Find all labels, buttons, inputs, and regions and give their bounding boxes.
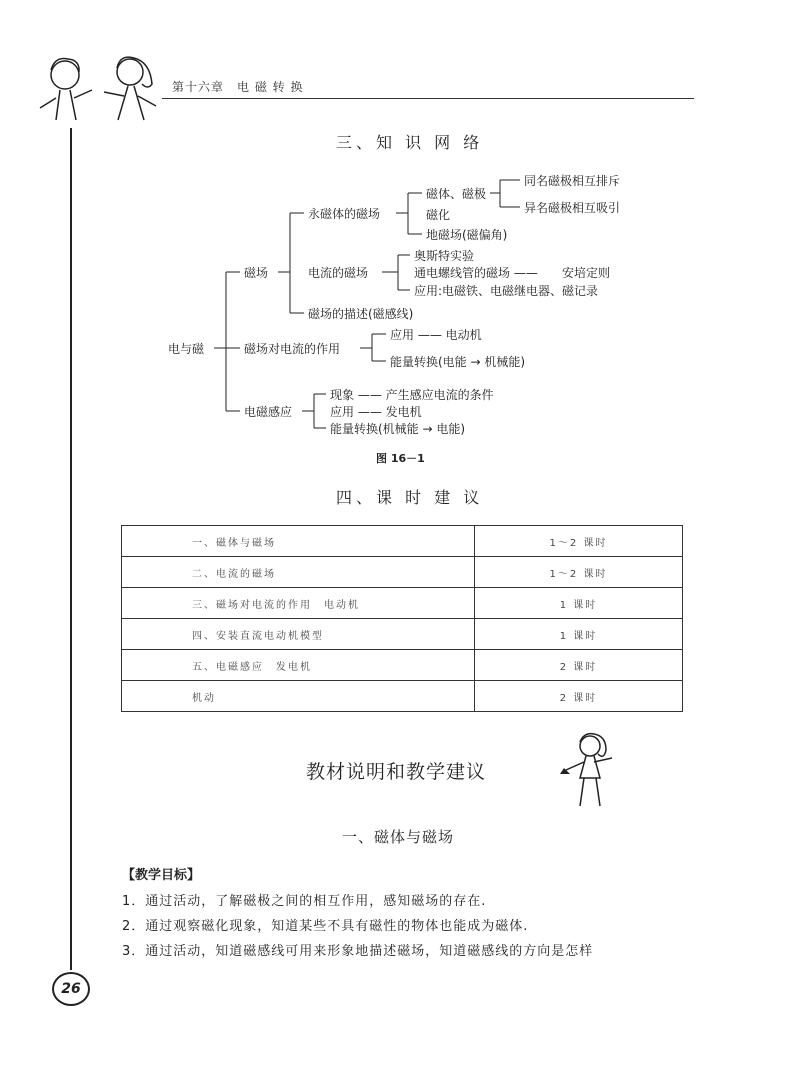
objective-item: 1．通过活动，了解磁极之间的相互作用，感知磁场的存在.: [122, 894, 487, 909]
node-generator-application: 应用 —— 发电机: [330, 405, 422, 419]
node-electromagnet-applications: 应用:电磁铁、电磁继电器、磁记录: [414, 284, 599, 298]
node-solenoid-field: 通电螺线管的磁场 ——: [414, 266, 538, 280]
topic-cell: 五、电磁感应 发电机: [122, 650, 475, 681]
node-ampere-rule: 安培定则: [562, 266, 611, 280]
node-field-description: 磁场的描述(磁感线): [308, 307, 414, 321]
chapter-header: 第十六章 电 磁 转 换: [172, 80, 304, 94]
node-unlike-poles-attract: 异名磁极相互吸引: [524, 201, 621, 215]
hours-cell: 1 课时: [475, 588, 683, 619]
table-row: [122, 619, 683, 650]
hours-cell: 1～2 课时: [475, 557, 683, 588]
hours-cell: 1 课时: [475, 619, 683, 650]
hours-cell: 1～2 课时: [475, 526, 683, 557]
table-row: [122, 650, 683, 681]
hours-cell: 2 课时: [475, 681, 683, 712]
node-force-on-current: 磁场对电流的作用: [244, 342, 341, 356]
topic-cell: 二、电流的磁场: [122, 557, 475, 588]
topic-cell: 一、磁体与磁场: [122, 526, 475, 557]
schedule-title: 四、课 时 建 议: [336, 488, 484, 507]
table-row: [122, 526, 683, 557]
topic-cell: 三、磁场对电流的作用 电动机: [122, 588, 475, 619]
node-energy-conversion-2: 能量转换(机械能 → 电能): [330, 422, 466, 436]
topic-cell: 四、安装直流电动机模型: [122, 619, 475, 650]
topic-cell: 机动: [122, 681, 475, 712]
node-geomagnetic-field: 地磁场(磁偏角): [426, 228, 508, 242]
objectives-heading: 【教学目标】: [122, 868, 201, 883]
objective-item: 2．通过观察磁化现象，知道某些不具有磁性的物体也能成为磁体.: [122, 919, 529, 934]
node-root: 电与磁: [168, 342, 205, 356]
node-permanent-magnet-field: 永磁体的磁场: [308, 207, 381, 221]
network-title: 三、知 识 网 络: [336, 133, 484, 152]
node-oersted-experiment: 奥斯特实验: [414, 249, 475, 263]
node-induction-phenomenon: 现象 —— 产生感应电流的条件: [330, 388, 494, 402]
girl-illustration: [556, 730, 622, 810]
schedule-table: [121, 525, 683, 712]
table-row: [122, 588, 683, 619]
hours-cell: 2 课时: [475, 650, 683, 681]
node-magnet-poles: 磁体、磁极: [426, 187, 487, 201]
page-number: 26: [52, 972, 90, 1006]
node-energy-conversion-1: 能量转换(电能 → 机械能): [390, 355, 526, 369]
guide-title: 教材说明和教学建议: [306, 761, 487, 783]
node-motor-application: 应用 —— 电动机: [390, 328, 482, 342]
node-magnetic-field: 磁场: [244, 266, 269, 280]
node-current-field: 电流的磁场: [308, 266, 369, 280]
objective-item: 3．通过活动，知道磁感线可用来形象地描述磁场，知道磁感线的方向是怎样: [122, 944, 594, 959]
figure-caption: 图 16－1: [376, 452, 425, 465]
section-title: 一、磁体与磁场: [342, 828, 455, 846]
node-magnetization: 磁化: [426, 208, 451, 222]
table-row: [122, 681, 683, 712]
node-electromagnetic-induction: 电磁感应: [244, 405, 293, 419]
node-like-poles-repel: 同名磁极相互排斥: [524, 174, 621, 188]
table-row: [122, 557, 683, 588]
